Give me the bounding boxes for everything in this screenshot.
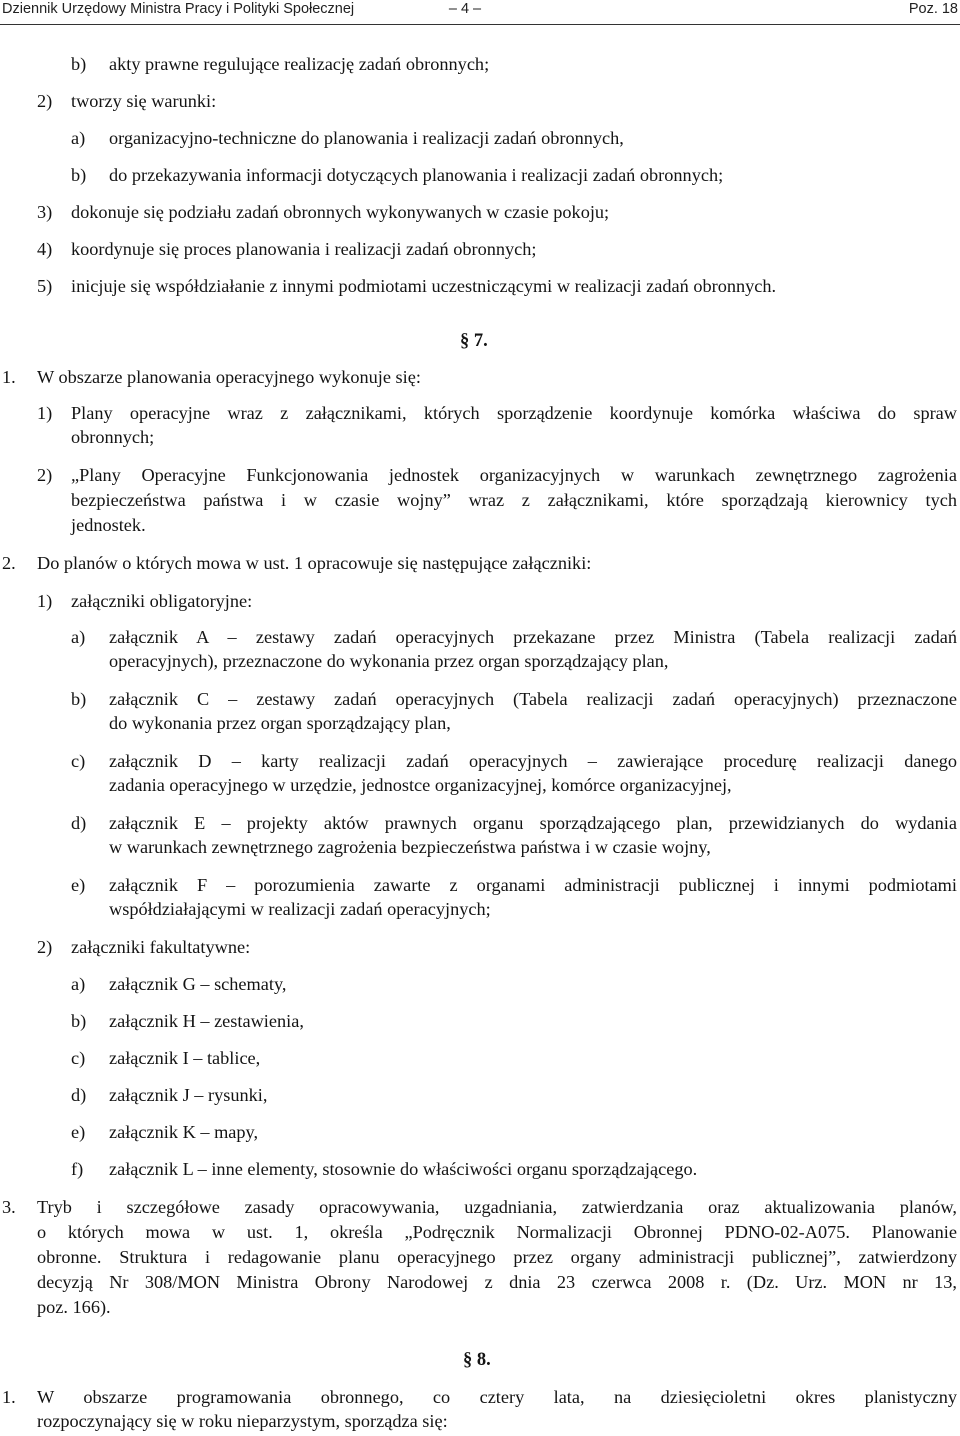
list-item-text: organizacyjno-techniczne do planowania i realizacji zadań obronnych, bbox=[109, 128, 624, 148]
list-label: 2) bbox=[37, 91, 53, 111]
sublist-label: e) bbox=[71, 1122, 86, 1142]
sublist-item-text: współdziałającymi w realizacji zadań operacyjnych; bbox=[109, 899, 491, 919]
list-item-text: do przekazywania informacji dotyczących planowania i realizacji zadań obronnych; bbox=[109, 165, 724, 185]
sublist-label: c) bbox=[71, 751, 86, 771]
list-item-text: załączniki fakultatywne: bbox=[71, 937, 251, 957]
running-header bbox=[0, 0, 960, 25]
list-item-text: inicjuje się współdziałanie z innymi podmiotami uczestniczącymi w realizacji zadań obronnych. bbox=[71, 276, 777, 296]
sublist-item-text: załącznik E – projekty aktów prawnych organu sporządzającego plan, przewidzianych do wydania bbox=[109, 813, 957, 833]
list-item-text: bezpieczeństwa państwa i w czasie wojny” wraz z załącznikami, które sporządzają kierownicy tych bbox=[71, 490, 957, 510]
sublist-label: f) bbox=[71, 1159, 84, 1179]
list-item-text: akty prawne regulujące realizację zadań obronnych; bbox=[109, 54, 490, 74]
sublist-item-text: operacyjnych), przeznaczone do wykonania przez organ sporządzający plan, bbox=[109, 651, 669, 671]
list-item-text: jednostek. bbox=[71, 515, 146, 535]
list-label: 2) bbox=[37, 937, 53, 957]
list-label: 5) bbox=[37, 276, 53, 296]
list-label: 1) bbox=[37, 591, 53, 611]
sublist-label: b) bbox=[71, 689, 87, 709]
paragraph-text: W obszarze planowania operacyjnego wykonuje się: bbox=[37, 367, 421, 387]
paragraph-number: 3. bbox=[2, 1197, 16, 1217]
list-label: 3) bbox=[37, 202, 53, 222]
list-item-text: obronnych; bbox=[71, 427, 155, 447]
sublist-item-text: do wykonania przez organ sporządzający plan, bbox=[109, 713, 451, 733]
list-item-text: Plany operacyjne wraz z załącznikami, których sporządzenie koordynuje komórka właściwa do spraw bbox=[71, 403, 957, 423]
list-label: 4) bbox=[37, 239, 53, 259]
paragraph-text: obronne. Struktura i redagowanie planu operacyjnego przez organy administracji publicznej”, zatwierdzony bbox=[37, 1247, 957, 1267]
sublist-label: d) bbox=[71, 813, 87, 833]
paragraph-text: rozpoczynający się w roku nieparzystym, sporządza się: bbox=[37, 1411, 448, 1431]
paragraph-number: 1. bbox=[2, 367, 16, 387]
sublist-item-text: załącznik G – schematy, bbox=[109, 974, 287, 994]
paragraph-number: 2. bbox=[2, 553, 16, 573]
list-label: b) bbox=[71, 54, 87, 74]
sublist-item-text: załącznik A – zestawy zadań operacyjnych przekazane przez Ministra (Tabela realizacji zadań bbox=[109, 627, 957, 647]
paragraph-text: o których mowa w ust. 1, określa „Podręcznik Normalizacji Obronnej PDNO-02-A075. Planowanie bbox=[37, 1222, 957, 1242]
sublist-label: b) bbox=[71, 1011, 87, 1031]
sublist-item-text: zadania operacyjnego w urzędzie, jednostce organizacyjnej, komórce organizacyjnej, bbox=[109, 775, 732, 795]
sublist-label: a) bbox=[71, 974, 86, 994]
position-number: Poz. 18 bbox=[908, 1, 958, 17]
page-number: – 4 – bbox=[448, 1, 482, 17]
paragraph-text: W obszarze programowania obronnego, co cztery lata, na dziesięcioletni okres planistyczny bbox=[37, 1387, 957, 1407]
sublist-label: a) bbox=[71, 627, 86, 647]
sublist-label: d) bbox=[71, 1085, 87, 1105]
sublist-item-text: załącznik I – tablice, bbox=[109, 1048, 261, 1068]
list-item-text: „Plany Operacyjne Funkcjonowania jednostek organizacyjnych w warunkach zewnętrznego zagrożenia bbox=[71, 465, 957, 485]
list-item-text: koordynuje się proces planowania i realizacji zadań obronnych; bbox=[71, 239, 537, 259]
sublist-item-text: załącznik L – inne elementy, stosownie do właściwości organu sporządzającego. bbox=[109, 1159, 698, 1179]
sublist-item-text: w warunkach zewnętrznego zagrożenia bezpieczeństwa państwa i w czasie wojny, bbox=[109, 837, 711, 857]
journal-title: Dziennik Urzędowy Ministra Pracy i Polityki Społecznej bbox=[2, 1, 355, 17]
list-label: 1) bbox=[37, 403, 53, 423]
paragraph-text: poz. 166). bbox=[37, 1297, 111, 1317]
list-item-text: załączniki obligatoryjne: bbox=[71, 591, 253, 611]
sublist-item-text: załącznik J – rysunki, bbox=[109, 1085, 268, 1105]
list-label: 2) bbox=[37, 465, 53, 485]
paragraph-text: decyzją Nr 308/MON Ministra Obrony Narodowej z dnia 23 czerwca 2008 r. (Dz. Urz. MON nr 13, bbox=[37, 1272, 957, 1292]
sublist-label: c) bbox=[71, 1048, 86, 1068]
list-label: b) bbox=[71, 165, 87, 185]
sublist-item-text: załącznik D – karty realizacji zadań operacyjnych – zawierające procedurę realizacji danego bbox=[109, 751, 957, 771]
sublist-item-text: załącznik C – zestawy zadań operacyjnych (Tabela realizacji zadań operacyjnych) przeznaczone bbox=[109, 689, 957, 709]
section-heading: § 8. bbox=[463, 1350, 491, 1370]
paragraph-text: Tryb i szczegółowe zasady opracowywania, uzgadniania, zatwierdzania oraz aktualizowania planów, bbox=[37, 1197, 957, 1217]
sublist-label: e) bbox=[71, 875, 86, 895]
list-item-text: tworzy się warunki: bbox=[71, 91, 217, 111]
list-label: a) bbox=[71, 128, 86, 148]
sublist-item-text: załącznik K – mapy, bbox=[109, 1122, 259, 1142]
sublist-item-text: załącznik F – porozumienia zawarte z organami administracji publicznej i innymi podmiotami bbox=[109, 875, 957, 895]
paragraph-text: Do planów o których mowa w ust. 1 opracowuje się następujące załączniki: bbox=[37, 553, 592, 573]
sublist-item-text: załącznik H – zestawienia, bbox=[109, 1011, 304, 1031]
section-heading: § 7. bbox=[460, 331, 488, 351]
paragraph-number: 1. bbox=[2, 1387, 16, 1407]
list-item-text: dokonuje się podziału zadań obronnych wykonywanych w czasie pokoju; bbox=[71, 202, 610, 222]
